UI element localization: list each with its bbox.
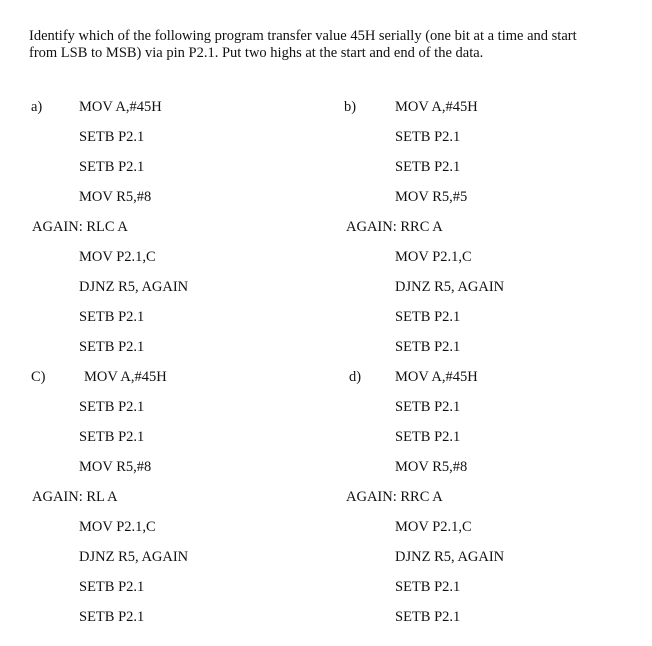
option-c-line-2: SETB P2.1	[79, 399, 145, 415]
option-a-line-9: SETB P2.1	[79, 339, 145, 355]
option-d-line-1: MOV A,#45H	[395, 369, 478, 385]
option-d-line-4: MOV R5,#8	[395, 459, 468, 475]
option-c-line-7: DJNZ R5, AGAIN	[79, 549, 189, 565]
option-b-line-3: SETB P2.1	[395, 159, 461, 175]
option-c-line-8: SETB P2.1	[79, 579, 145, 595]
option-a-label: a)	[31, 99, 43, 115]
option-c-line-3: SETB P2.1	[79, 429, 145, 445]
option-d-line-5: AGAIN: RRC A	[346, 489, 443, 505]
option-b-line-5: AGAIN: RRC A	[346, 219, 443, 235]
option-a-line-5: AGAIN: RLC A	[32, 219, 128, 235]
option-c-label: C)	[31, 369, 46, 385]
option-a-line-2: SETB P2.1	[79, 129, 145, 145]
option-d-line-7: DJNZ R5, AGAIN	[395, 549, 505, 565]
option-c-line-6: MOV P2.1,C	[79, 519, 156, 535]
option-d-line-3: SETB P2.1	[395, 429, 461, 445]
question-line-1: Identify which of the following program transfer value 45H serially (one bit at a time and start	[29, 28, 577, 44]
option-d-line-6: MOV P2.1,C	[395, 519, 472, 535]
option-d-line-2: SETB P2.1	[395, 399, 461, 415]
option-b-line-9: SETB P2.1	[395, 339, 461, 355]
option-d-line-9: SETB P2.1	[395, 609, 461, 625]
option-c-line-5: AGAIN: RL A	[32, 489, 118, 505]
option-d-line-8: SETB P2.1	[395, 579, 461, 595]
option-a-line-8: SETB P2.1	[79, 309, 145, 325]
option-b-line-7: DJNZ R5, AGAIN	[395, 279, 505, 295]
option-b-line-4: MOV R5,#5	[395, 189, 468, 205]
option-c-line-9: SETB P2.1	[79, 609, 145, 625]
option-b-line-8: SETB P2.1	[395, 309, 461, 325]
option-a-line-3: SETB P2.1	[79, 159, 145, 175]
option-a-line-7: DJNZ R5, AGAIN	[79, 279, 189, 295]
option-c-line-4: MOV R5,#8	[79, 459, 152, 475]
option-b-line-1: MOV A,#45H	[395, 99, 478, 115]
option-d-label: d)	[349, 369, 362, 385]
option-a-line-6: MOV P2.1,C	[79, 249, 156, 265]
question-line-2: from LSB to MSB) via pin P2.1. Put two highs at the start and end of the data.	[29, 45, 484, 61]
option-b-line-2: SETB P2.1	[395, 129, 461, 145]
question-text	[29, 28, 644, 62]
option-b-label: b)	[344, 99, 357, 115]
option-a-line-4: MOV R5,#8	[79, 189, 152, 205]
option-a-line-1: MOV A,#45H	[79, 99, 162, 115]
option-c-line-1: MOV A,#45H	[84, 369, 167, 385]
option-b-line-6: MOV P2.1,C	[395, 249, 472, 265]
